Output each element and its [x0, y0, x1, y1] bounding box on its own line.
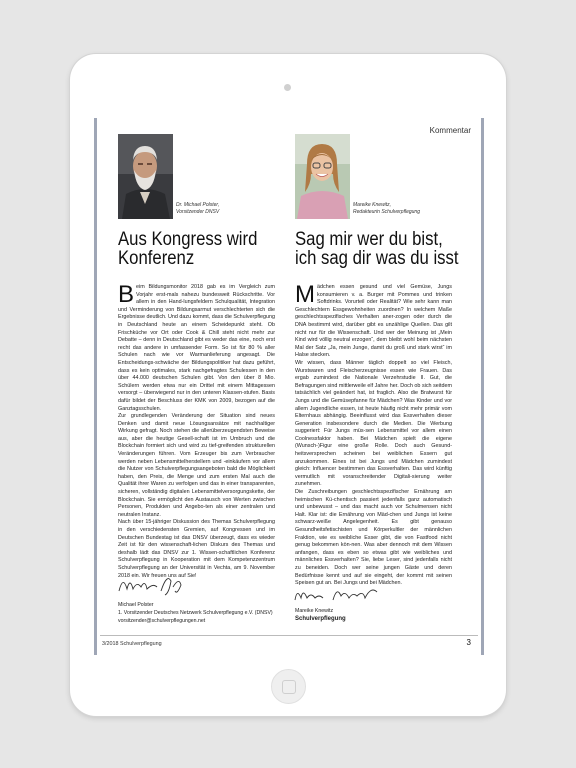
page-number: 3 [466, 638, 471, 647]
caption-name: Dr. Michael Polster, [176, 202, 220, 208]
author-name: Michael Polster [118, 602, 154, 608]
caption-polster [176, 202, 219, 215]
headline-line: ich sag dir was du isst [295, 248, 459, 269]
left-column-rule [94, 118, 97, 655]
right-column-rule [481, 118, 484, 655]
author-role: Schulverpflegung [295, 616, 346, 622]
article-body-left [118, 281, 276, 580]
paragraph [118, 281, 276, 413]
headline-line: Konferenz [118, 248, 195, 269]
paragraph: Zur grundlegenden Veränderung der Situation sind neues Denken und damit neue Lösungsansätze mit nachhaltiger Wirkung gefragt. Noch stehen die allerüberzeugendsten Beweise aus, aber die heutige Gesell-schaft ist im Umbruch und die Blockchain formiert sich und wird zu tief-greifenden strukturellen Veränderungen führen. Vom Erzeuger bis zum Verbraucher werden neben Lebensmittelherstellern und -einkäufern vor allem die Nutzer von Schulverpflegungsangeboten bald die Möglichkeit haben, den Preis, die Menge und zum ersten Mal auch die Qualität ihrer Waren zu verfolgen und das in einer transparenten, sicheren, vollständig digitalen Lebensmittelversorgungskette, der Blockchain. Sie ermöglicht den Austausch von Werten zwischen Personen, Produkten und Angebo-ten als einer zentralen und neutralen Instanz. [118, 413, 275, 518]
portrait-polster-icon [118, 134, 173, 219]
issue-label: 3/2018 Schulverpflegung [102, 641, 162, 647]
paragraph: Nach über 15-jähriger Diskussion des Themas Schulverpflegung in den verschiedensten Gremien, auf Kongressen und im Deutschen Bundestag ist das DNSV überzeugt, dass es wieder Zeit ist für den wissenschaft-lichen Diskurs des Themas und deshalb lädt das DNSV zur 1. Wissen-schaftlichen Konferenz Schulverpflegung in Kooperation mit dem Kompetenzzentrum Schulverpflegung an der Universität in Vechta, am 9. November 2018 ein. Wir freuen uns auf Sie! [118, 519, 275, 579]
footer-divider [100, 635, 478, 636]
caption-name: Mareike Knewitz, [353, 202, 392, 208]
section-label: Kommentar [429, 126, 471, 135]
author-email-link[interactable]: vorsitzender@schulverpflegungen.net [118, 618, 206, 624]
drop-cap: B [118, 281, 135, 308]
paragraph: Die Zuschreibungen geschlechtsspezifischer Ernährung am heimischen Kü-chentisch passiert jedenfalls ganz automatisch und unbewusst – und das macht auch vor Schulmensen nicht Halt. Klar ist: die Ernährung von Mäd-chen und Jungs ist keine schwarz-weiße Angelegenheit. Es gibt genauso Gesundheitsfetischisten und Körperkultler der männlichen Fraktion, wie es weibliche Esser gibt, die von Fastfood nicht genug bekommen kön-nen. Was aber dennoch mit dem Wissen anfangen, dass es eben so etwas gibt wie weibliches und männliches Essverhalten? Sie, liebe Leser, sind jedenfalls nicht zu beneiden. Doch wer seine jungen Gäste und deren Bedürfnisse kennt und auf sie eingeht, der kommt mit seinen Speisen gut an. Bei Jungs und bei Mädchen. [295, 489, 452, 587]
author-block-right [295, 607, 346, 623]
caption-knewitz [353, 202, 420, 215]
handwritten-signature-icon [293, 582, 383, 606]
headline-right [295, 230, 459, 268]
paragraph [295, 281, 452, 360]
portrait-knewitz-icon [295, 134, 350, 219]
author-block-left [118, 601, 273, 625]
article-body-right [295, 281, 452, 588]
author-role: 1. Vorsitzender Deutsches Netzwerk Schulverpflegung e.V. (DNSV) [118, 610, 273, 616]
author-photo-polster [118, 134, 173, 219]
paragraph-text: eim Bildungsmonitor 2018 gab es im Vergleich zum Vorjahr erst-mals nahezu bundesweit Rückschritte. Vor allem in den Hand-lungsfeldern Schulqualität, Integration und Verminderung von Bildungsarmut verschlechterten sich die Ergebnisse deutlich. Und dazu kommt, dass die Schulverpflegung in Deutschland heute an einem Scheidepunkt steht. Ob Frischküche vor Ort oder Cook & Chill steht nicht mehr zur Debatte – denn in Deutschland gibt es weder das eine, noch erst recht das andere in umfassender Form. So ist für 80 % aller Schulen nach wie vor Warmanlieferung angesagt. Die Entscheidungs-schwäche der Bildungspolitiker hat dazu geführt, dass es kein optimales, stark nachgefragtes Schulessen in den über 44.000 deutschen Schulen gibt. Von den über 8 Mio. Schülern werden etwa nur ein Drittel mit einem Mittagessen versorgt – überwiegend nur in den unteren Klassen-stufen. Basis dafür bildet der Beschluss der KMK von 2009, bezogen auf die Ganztagsschulen. [118, 284, 276, 412]
caption-role: Redakteurin Schulverpflegung [353, 208, 420, 215]
magazine-page[interactable] [91, 116, 485, 657]
signature-polster [117, 571, 197, 602]
author-name: Mareike Knewitz [295, 608, 334, 614]
home-square-icon [282, 680, 296, 694]
headline-line: Aus Kongress wird [118, 229, 258, 250]
home-button[interactable] [271, 669, 306, 704]
camera-icon [284, 84, 291, 91]
headline-line: Sag mir wer du bist, [295, 229, 443, 250]
paragraph: Wir wissen, dass Männer täglich doppelt so viel Fleisch, Wurstwaren und Fleischerzeugnisse essen wie Frauen. Das ergab zumindest die Nationale Verzehrstudie II. Gut, die Befragungen sind mittlerweile elf Jahre her. Doch ob sich seitdem tatsächlich viel geändert hat, ist fraglich. Also die Bratwurst für Jungs und die Gemüsepfanne für Mädchen? Was Kinder und vor allem Jugendliche essen, ist heute häufig nicht mehr primär vom Elternhaus abhängig. Beeinflusst wird das Essverhalten dieser Generation insbesondere durch die Medien. Die Werbung suggeriert: Für Jungs müs-sen Lebensmittel vor allem einen Coolnessfaktor haben. Bei Mädchen spielt die eigene (Wunsch-)Figur eine große Rolle. Doch auch Gesund-heitsversprechen scheinen bei weiblichen Essern gut anzukommen. Eines ist bei Jungs und Mädchen zumindest gleich: Influencer bestimmen das Essverhalten. Das wird künftig vermutlich mit voranschreitender Digitali-sierung weiter zunehmen. [295, 359, 452, 488]
handwritten-signature-icon [117, 571, 197, 597]
headline-left [118, 230, 257, 268]
paragraph-text: ädchen essen gesund und viel Gemüse, Jungs konsumieren v. a. Burger mit Pommes und trinken Softdrinks. Vorurteil oder Realität? Wie sehr kann man Geschlechtern Essgewohnheiten zuordnen? In welchem Maße geschlechtsspezifisches Verhalten aner-zogen oder durch die DNA bestimmt wird, darüber gibt es unzählige Quellen. Das gilt nicht nur für die Wissenschaft. Und wer der Meinung ist „Mein Kind wird völlig neutral erzogen“, dem bleibt wohl beim nächsten Mal der Satz „Ja, mein Junge, damit du groß und stark wirst“ im Halse stecken. [295, 284, 452, 359]
author-photo-knewitz [295, 134, 350, 219]
drop-cap: M [295, 281, 315, 308]
caption-role: Vorsitzender DNSV [176, 208, 220, 215]
